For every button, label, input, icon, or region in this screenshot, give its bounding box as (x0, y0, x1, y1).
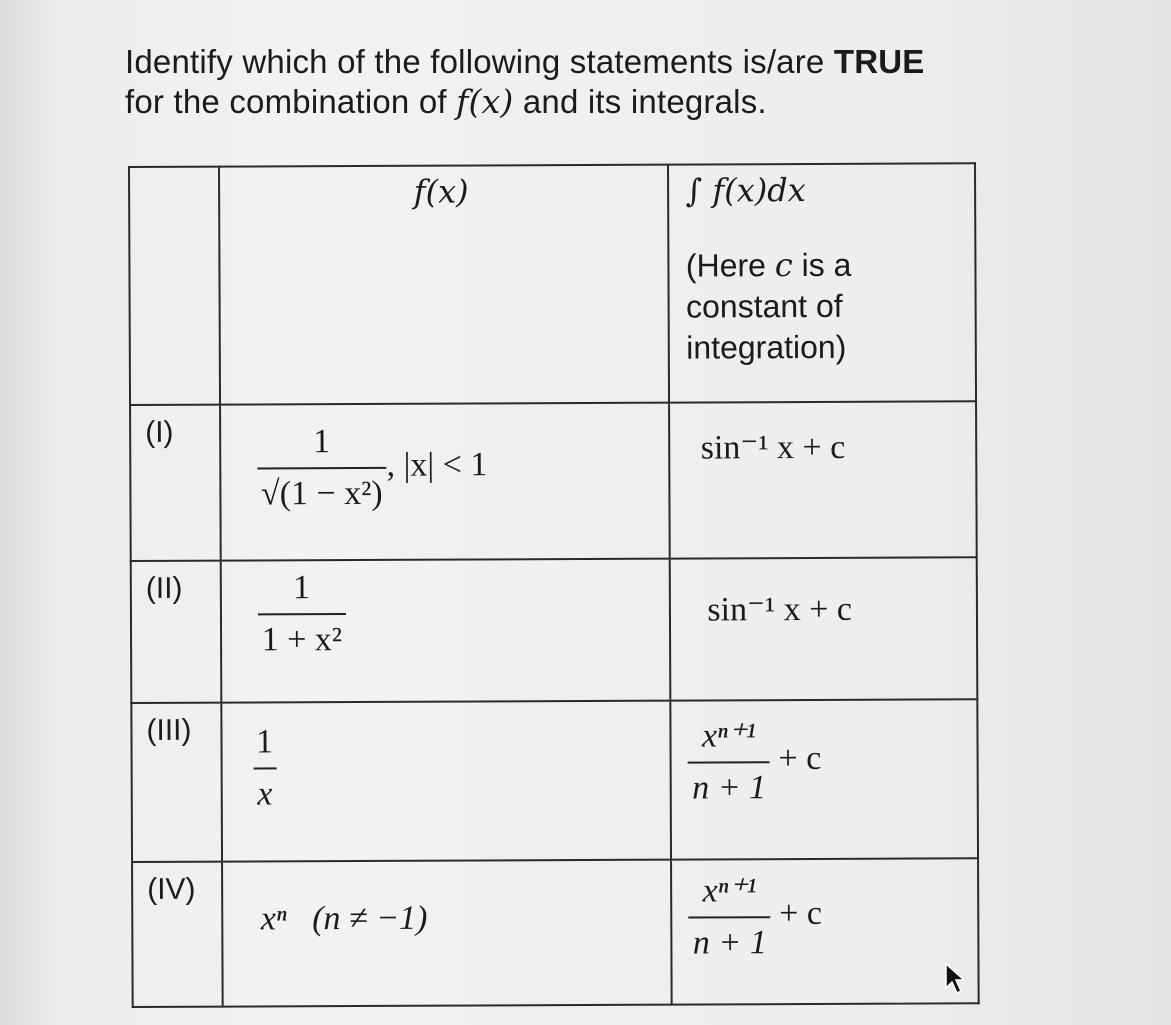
table-row (130, 401, 977, 561)
header-fx-label: f(x) (413, 172, 469, 211)
integral-cell (671, 699, 978, 859)
fx-denominator: √(1 − x²) (257, 467, 387, 514)
integral-denominator: n + 1 (688, 761, 770, 807)
table-row (131, 699, 978, 862)
fx-expression (257, 422, 488, 513)
integral-constant: + c (779, 894, 823, 932)
integral-cell (669, 401, 976, 558)
note-var: c (774, 246, 793, 285)
fx-cell (220, 559, 670, 703)
functions-table (128, 162, 980, 1008)
mouse-pointer-icon (944, 962, 968, 996)
integral-constant: + c (778, 739, 822, 777)
fx-cell (220, 403, 671, 561)
row-label-cell (131, 561, 221, 703)
note-prefix: (Here (685, 247, 775, 284)
integral-expression: sin⁻¹ x + c (707, 590, 853, 629)
fx-numerator: 1 (256, 723, 274, 761)
row-label-cell (132, 862, 222, 1007)
integral-expression: sin⁻¹ x + c (700, 428, 846, 467)
note-suffix: is a constant of integration) (685, 246, 852, 366)
table-header-row (129, 163, 976, 405)
row-label: (II) (145, 571, 183, 605)
row-label: (IV) (147, 872, 196, 906)
table-row (132, 858, 979, 1007)
integral-denominator: n + 1 (689, 916, 771, 962)
integral-cell (670, 557, 977, 700)
fx-cell (222, 860, 672, 1007)
header-cell-fx (219, 165, 670, 405)
integral-numerator: xⁿ⁺¹ (701, 717, 756, 755)
question-text (125, 42, 1025, 122)
question-part3: and its integrals. (513, 83, 767, 120)
fx-cell (221, 701, 672, 862)
header-integral-note (686, 245, 917, 369)
row-label-cell (130, 405, 220, 561)
header-cell-integral (668, 163, 976, 402)
fx-expression: xⁿ (n ≠ −1) (260, 899, 428, 938)
question-part1: Identify which of the following statements is/are (125, 43, 834, 80)
question-fx: f(x) (456, 82, 514, 121)
table-row (131, 557, 978, 703)
fx-denominator: x (253, 767, 276, 813)
header-integral-label: ∫ f(x)dx (685, 171, 806, 210)
fx-condition: , |x| < 1 (386, 446, 488, 484)
fx-numerator: 1 (293, 569, 311, 607)
row-label: (III) (146, 713, 192, 747)
fx-expression (252, 723, 277, 813)
fx-numerator: 1 (313, 423, 331, 461)
question-bold-word: TRUE (833, 43, 925, 80)
fx-expression (257, 569, 346, 659)
row-label-cell (131, 703, 221, 862)
row-label: (I) (145, 415, 174, 449)
question-part2: for the combination of (125, 83, 457, 120)
integral-numerator: xⁿ⁺¹ (702, 872, 757, 910)
fx-denominator: 1 + x² (258, 613, 347, 659)
integral-expression (689, 870, 823, 963)
integral-expression (688, 715, 822, 808)
header-cell-empty (129, 167, 220, 405)
integral-cell (671, 858, 978, 1004)
